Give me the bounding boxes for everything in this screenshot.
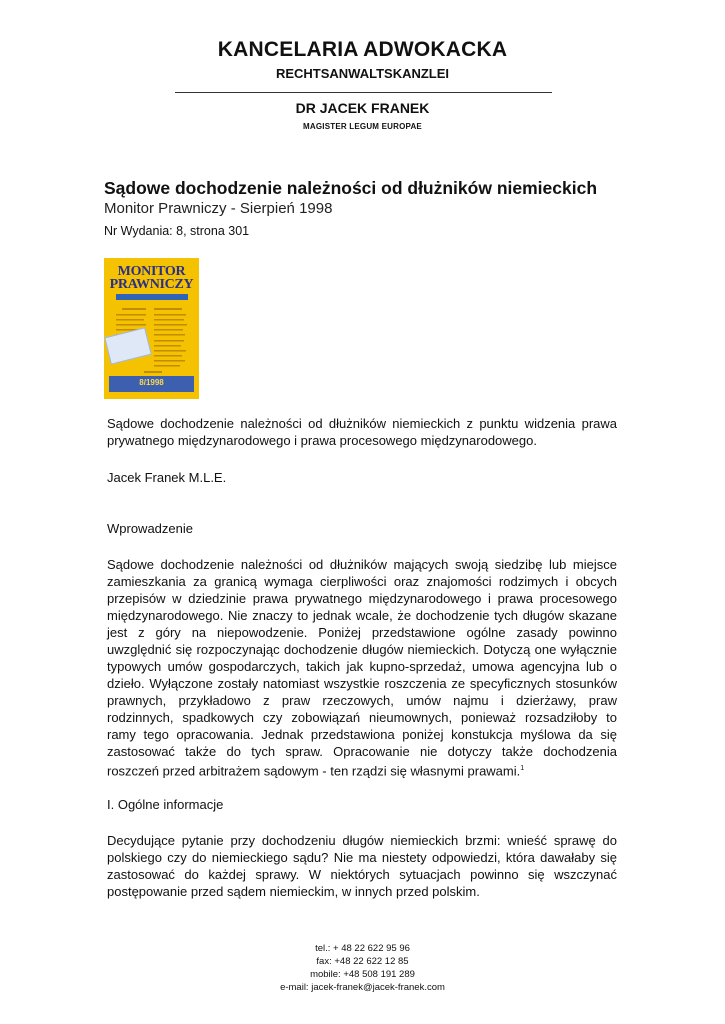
section-general-info-paragraph [107, 832, 617, 900]
paragraph-line: ramy tego opracowania. Jednak przedstawiona poniżej konstukcja myślowa da się [107, 727, 617, 742]
footnote-marker[interactable]: 1 [520, 765, 525, 772]
paragraph-line: rodzinnych, spadkowych czy zobowiązań nieumownych, ponieważ rozsadziłoby to [107, 710, 617, 725]
cover-masthead-line2: PRAWNICZY [109, 277, 194, 292]
firm-subtitle: RECHTSANWALTSKANZLEI [275, 66, 450, 81]
article-title: Sądowe dochodzenie należności od dłużników niemieckich [104, 178, 598, 198]
paragraph-line: międzynarodowego. Nie znaczy to jednak wcale, że dochodzenie tych długów skazane [107, 608, 617, 623]
footer-mobile: mobile: +48 508 191 289 [310, 969, 415, 980]
author-line: Jacek Franek M.L.E. [107, 470, 227, 485]
footer-contact [0, 942, 725, 994]
section-heading-general-info: I. Ogólne informacje [107, 797, 224, 812]
paragraph-line-text: roszczeń przed arbitrażem sądowym - ten rządzi się własnymi prawami. [107, 763, 521, 779]
article-issue: Nr Wydania: 8, strona 301 [104, 224, 250, 238]
cover-band [116, 294, 188, 300]
intro-paragraph [107, 415, 617, 449]
paragraph-line: Decydujące pytanie przy dochodzeniu długów niemieckich brzmi: wnieść sprawę do [107, 833, 617, 848]
section-heading-introduction: Wprowadzenie [107, 521, 193, 536]
magazine-cover-image [104, 258, 199, 399]
paragraph-line: zastosować także do tych spraw. Opracowanie nie dotyczy także dochodzenia [107, 744, 617, 759]
lawyer-degree: MAGISTER LEGUM EUROPAE [303, 122, 422, 131]
paragraph-line: zamieszkania za granicą wymaga cierpliwości oraz znajomości rodzimych i obcych [107, 574, 617, 589]
paragraph-line: typowych umów gospodarczych, takich jak kupno-sprzedaż, umowa agencyjna lub o [107, 659, 617, 674]
cover-masthead-line1: MONITOR [117, 264, 186, 279]
firm-title: KANCELARIA ADWOKACKA [217, 38, 508, 61]
paragraph-line: Sądowe dochodzenie należności od dłużników mających swoją siedzibę lub miejsce [107, 557, 617, 572]
paragraph-line: polskiego czy do niemieckiego sądu? Nie ma niestety odpowiedzi, która dawałaby się [107, 850, 617, 865]
section-introduction-paragraph [107, 556, 617, 779]
intro-line: prywatnego międzynarodowego i prawa procesowego międzynarodowego. [107, 433, 537, 448]
paragraph-line: dzieło. Wyłączone zostały natomiast wszystkie roszczenia ze specyficznych stosunków [107, 676, 617, 691]
paragraph-line: prawnych, przykładowo z praw rzeczowych, umów najmu i dzierżawy, praw [107, 693, 617, 708]
paragraph-line: uwzględnić się rozpoczynając dochodzenie długów niemieckich. Dotyczą one wyłącznie [107, 642, 617, 657]
paragraph-line: zastosować do każdej sprawy. W niektórych sytuacjach powinno się wszczynać [107, 867, 617, 882]
lawyer-name: DR JACEK FRANEK [295, 100, 430, 116]
footer-tel: tel.: + 48 22 622 95 96 [315, 943, 410, 954]
paragraph-line: jest z góry na niepowodzenie. Poniżej przedstawione ogólne zasady powinno [107, 625, 617, 640]
paragraph-line-last [107, 760, 617, 779]
footer-fax: fax: +48 22 622 12 85 [316, 956, 409, 967]
article-publication: Monitor Prawniczy - Sierpień 1998 [104, 200, 333, 217]
cover-issue-badge: 8/1998 [139, 378, 164, 387]
intro-line: Sądowe dochodzenie należności od dłużników niemieckich z punktu widzenia prawa [107, 416, 617, 431]
header-divider [175, 92, 552, 93]
footer-email[interactable]: e-mail: jacek-franek@jacek-franek.com [280, 982, 445, 993]
paragraph-line: przepisów w dziedzinie prawa prywatnego międzynarodowego i prawa procesowego [107, 591, 617, 606]
paragraph-line: postępowanie przed sądem niemieckim, w innych przed polskim. [107, 884, 480, 899]
